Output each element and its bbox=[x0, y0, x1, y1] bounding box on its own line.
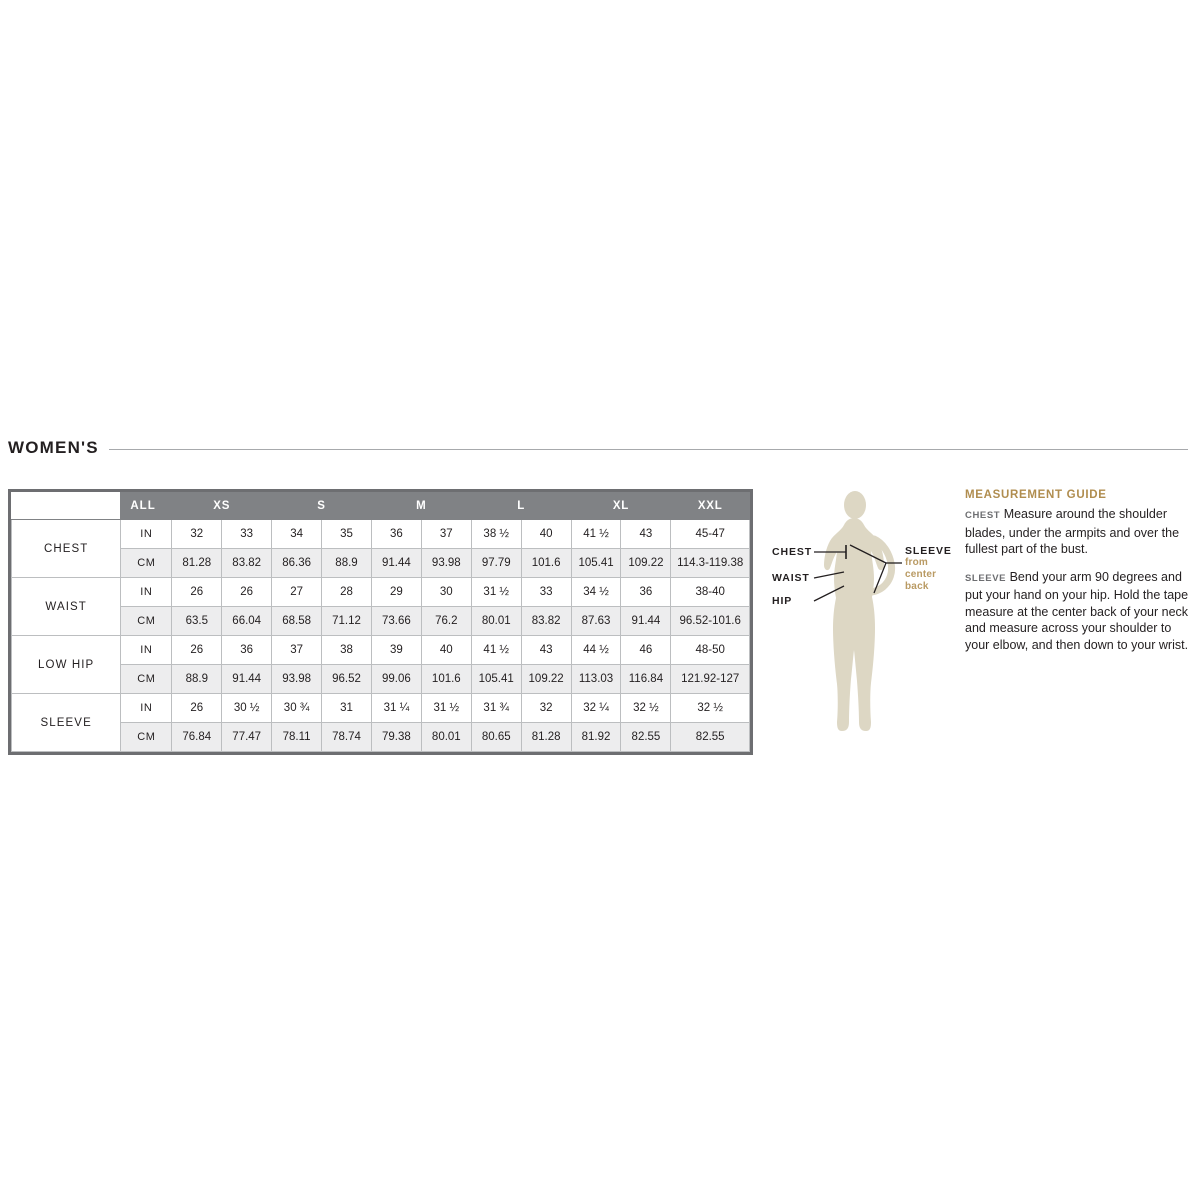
guide-term-sleeve: SLEEVE bbox=[965, 572, 1007, 584]
cell: 78.74 bbox=[322, 723, 372, 752]
cell: 116.84 bbox=[621, 665, 671, 694]
cell: 105.41 bbox=[471, 665, 521, 694]
cell: 43 bbox=[621, 520, 671, 549]
cell: 41 ½ bbox=[471, 636, 521, 665]
cell: 77.47 bbox=[222, 723, 272, 752]
table-header-xxl: XXL bbox=[671, 493, 750, 520]
table-row bbox=[12, 723, 750, 752]
cell: 31 ¼ bbox=[371, 694, 421, 723]
cell: 30 ½ bbox=[222, 694, 272, 723]
cell: 26 bbox=[172, 636, 222, 665]
cell: 97.79 bbox=[471, 549, 521, 578]
cell: 80.65 bbox=[471, 723, 521, 752]
cell: 28 bbox=[322, 578, 372, 607]
table-header-l: L bbox=[471, 493, 571, 520]
cell: 40 bbox=[421, 636, 471, 665]
cell: 87.63 bbox=[571, 607, 621, 636]
measurement-figure bbox=[762, 489, 962, 751]
cell: 29 bbox=[371, 578, 421, 607]
unit-cm: CM bbox=[121, 665, 172, 694]
unit-in: IN bbox=[121, 694, 172, 723]
cell: 36 bbox=[621, 578, 671, 607]
cell: 30 bbox=[421, 578, 471, 607]
cell: 41 ½ bbox=[571, 520, 621, 549]
cell: 37 bbox=[272, 636, 322, 665]
cell: 68.58 bbox=[272, 607, 322, 636]
cell: 33 bbox=[521, 578, 571, 607]
cell: 76.2 bbox=[421, 607, 471, 636]
table-row bbox=[12, 578, 750, 607]
size-table bbox=[11, 492, 750, 752]
cell: 76.84 bbox=[172, 723, 222, 752]
cell: 78.11 bbox=[272, 723, 322, 752]
measurement-guide bbox=[965, 489, 1190, 664]
cell: 81.28 bbox=[521, 723, 571, 752]
unit-cm: CM bbox=[121, 607, 172, 636]
cell: 82.55 bbox=[621, 723, 671, 752]
cell: 99.06 bbox=[371, 665, 421, 694]
cell: 93.98 bbox=[272, 665, 322, 694]
cell: 79.38 bbox=[371, 723, 421, 752]
cell: 66.04 bbox=[222, 607, 272, 636]
cell: 26 bbox=[172, 578, 222, 607]
cell: 105.41 bbox=[571, 549, 621, 578]
cell: 33 bbox=[222, 520, 272, 549]
cell: 31 ½ bbox=[421, 694, 471, 723]
cell: 93.98 bbox=[421, 549, 471, 578]
unit-cm: CM bbox=[121, 549, 172, 578]
cell: 30 ¾ bbox=[272, 694, 322, 723]
unit-in: IN bbox=[121, 520, 172, 549]
cell: 109.22 bbox=[621, 549, 671, 578]
cell: 86.36 bbox=[272, 549, 322, 578]
callout-sleeve-title: SLEEVE bbox=[905, 545, 952, 557]
cell: 26 bbox=[172, 694, 222, 723]
cell: 73.66 bbox=[371, 607, 421, 636]
guide-text-sleeve: Bend your arm 90 degrees and put your hand on your hip. Hold the tape measure at the center back of your neck and measure across your shoulder to your elbow, and then down to your wrist. bbox=[965, 569, 1189, 652]
guide-item-sleeve bbox=[965, 569, 1190, 654]
cell: 36 bbox=[371, 520, 421, 549]
row-label-sleeve: SLEEVE bbox=[12, 694, 121, 752]
cell: 109.22 bbox=[521, 665, 571, 694]
unit-in: IN bbox=[121, 636, 172, 665]
cell: 121.92-127 bbox=[671, 665, 750, 694]
cell: 71.12 bbox=[322, 607, 372, 636]
table-header-m: M bbox=[371, 493, 471, 520]
cell: 91.44 bbox=[371, 549, 421, 578]
guide-term-chest: CHEST bbox=[965, 510, 1001, 521]
table-row bbox=[12, 549, 750, 578]
cell: 63.5 bbox=[172, 607, 222, 636]
table-header-xl: XL bbox=[571, 493, 671, 520]
cell: 40 bbox=[521, 520, 571, 549]
cell: 91.44 bbox=[621, 607, 671, 636]
size-table-container bbox=[8, 489, 753, 755]
cell: 101.6 bbox=[421, 665, 471, 694]
cell: 37 bbox=[421, 520, 471, 549]
female-silhouette-icon bbox=[762, 489, 962, 751]
cell: 96.52-101.6 bbox=[671, 607, 750, 636]
cell: 32 bbox=[521, 694, 571, 723]
cell: 32 bbox=[172, 520, 222, 549]
cell: 81.28 bbox=[172, 549, 222, 578]
cell: 35 bbox=[322, 520, 372, 549]
table-header-all: ALL bbox=[121, 493, 172, 520]
table-row bbox=[12, 607, 750, 636]
cell: 34 bbox=[272, 520, 322, 549]
callout-sleeve-subtitle: from center back bbox=[905, 557, 937, 592]
unit-cm: CM bbox=[121, 723, 172, 752]
row-label-waist: WAIST bbox=[12, 578, 121, 636]
cell: 39 bbox=[371, 636, 421, 665]
cell: 32 ½ bbox=[671, 694, 750, 723]
cell: 32 ¼ bbox=[571, 694, 621, 723]
cell: 96.52 bbox=[322, 665, 372, 694]
table-row bbox=[12, 636, 750, 665]
cell: 114.3-119.38 bbox=[671, 549, 750, 578]
table-corner-cell bbox=[12, 493, 121, 520]
cell: 38-40 bbox=[671, 578, 750, 607]
cell: 38 bbox=[322, 636, 372, 665]
cell: 27 bbox=[272, 578, 322, 607]
cell: 113.03 bbox=[571, 665, 621, 694]
callout-sleeve bbox=[905, 545, 962, 593]
cell: 48-50 bbox=[671, 636, 750, 665]
table-row bbox=[12, 520, 750, 549]
cell: 88.9 bbox=[172, 665, 222, 694]
cell: 46 bbox=[621, 636, 671, 665]
guide-item-chest bbox=[965, 506, 1190, 558]
cell: 44 ½ bbox=[571, 636, 621, 665]
unit-in: IN bbox=[121, 578, 172, 607]
cell: 43 bbox=[521, 636, 571, 665]
cell: 34 ½ bbox=[571, 578, 621, 607]
cell: 31 ½ bbox=[471, 578, 521, 607]
cell: 80.01 bbox=[471, 607, 521, 636]
guide-text-chest: Measure around the shoulder blades, under the armpits and over the fullest part of the bust. bbox=[965, 507, 1180, 556]
cell: 88.9 bbox=[322, 549, 372, 578]
table-row bbox=[12, 665, 750, 694]
measurement-guide-title: MEASUREMENT GUIDE bbox=[965, 489, 1107, 501]
cell: 26 bbox=[222, 578, 272, 607]
cell: 45-47 bbox=[671, 520, 750, 549]
callout-waist: WAIST bbox=[772, 572, 810, 584]
callout-chest: CHEST bbox=[772, 546, 813, 558]
cell: 38 ½ bbox=[471, 520, 521, 549]
cell: 36 bbox=[222, 636, 272, 665]
table-row bbox=[12, 694, 750, 723]
table-header-s: S bbox=[272, 493, 372, 520]
cell: 83.82 bbox=[521, 607, 571, 636]
cell: 31 bbox=[322, 694, 372, 723]
row-label-low-hip: LOW HIP bbox=[12, 636, 121, 694]
title-row bbox=[8, 438, 1188, 458]
cell: 80.01 bbox=[421, 723, 471, 752]
cell: 91.44 bbox=[222, 665, 272, 694]
cell: 81.92 bbox=[571, 723, 621, 752]
cell: 83.82 bbox=[222, 549, 272, 578]
table-header-row bbox=[12, 493, 750, 520]
cell: 32 ½ bbox=[621, 694, 671, 723]
title-divider bbox=[109, 449, 1188, 450]
callout-hip: HIP bbox=[772, 595, 793, 607]
row-label-chest: CHEST bbox=[12, 520, 121, 578]
cell: 101.6 bbox=[521, 549, 571, 578]
table-header-xs: XS bbox=[172, 493, 272, 520]
cell: 31 ¾ bbox=[471, 694, 521, 723]
page-title: WOMEN'S bbox=[8, 438, 99, 457]
cell: 82.55 bbox=[671, 723, 750, 752]
